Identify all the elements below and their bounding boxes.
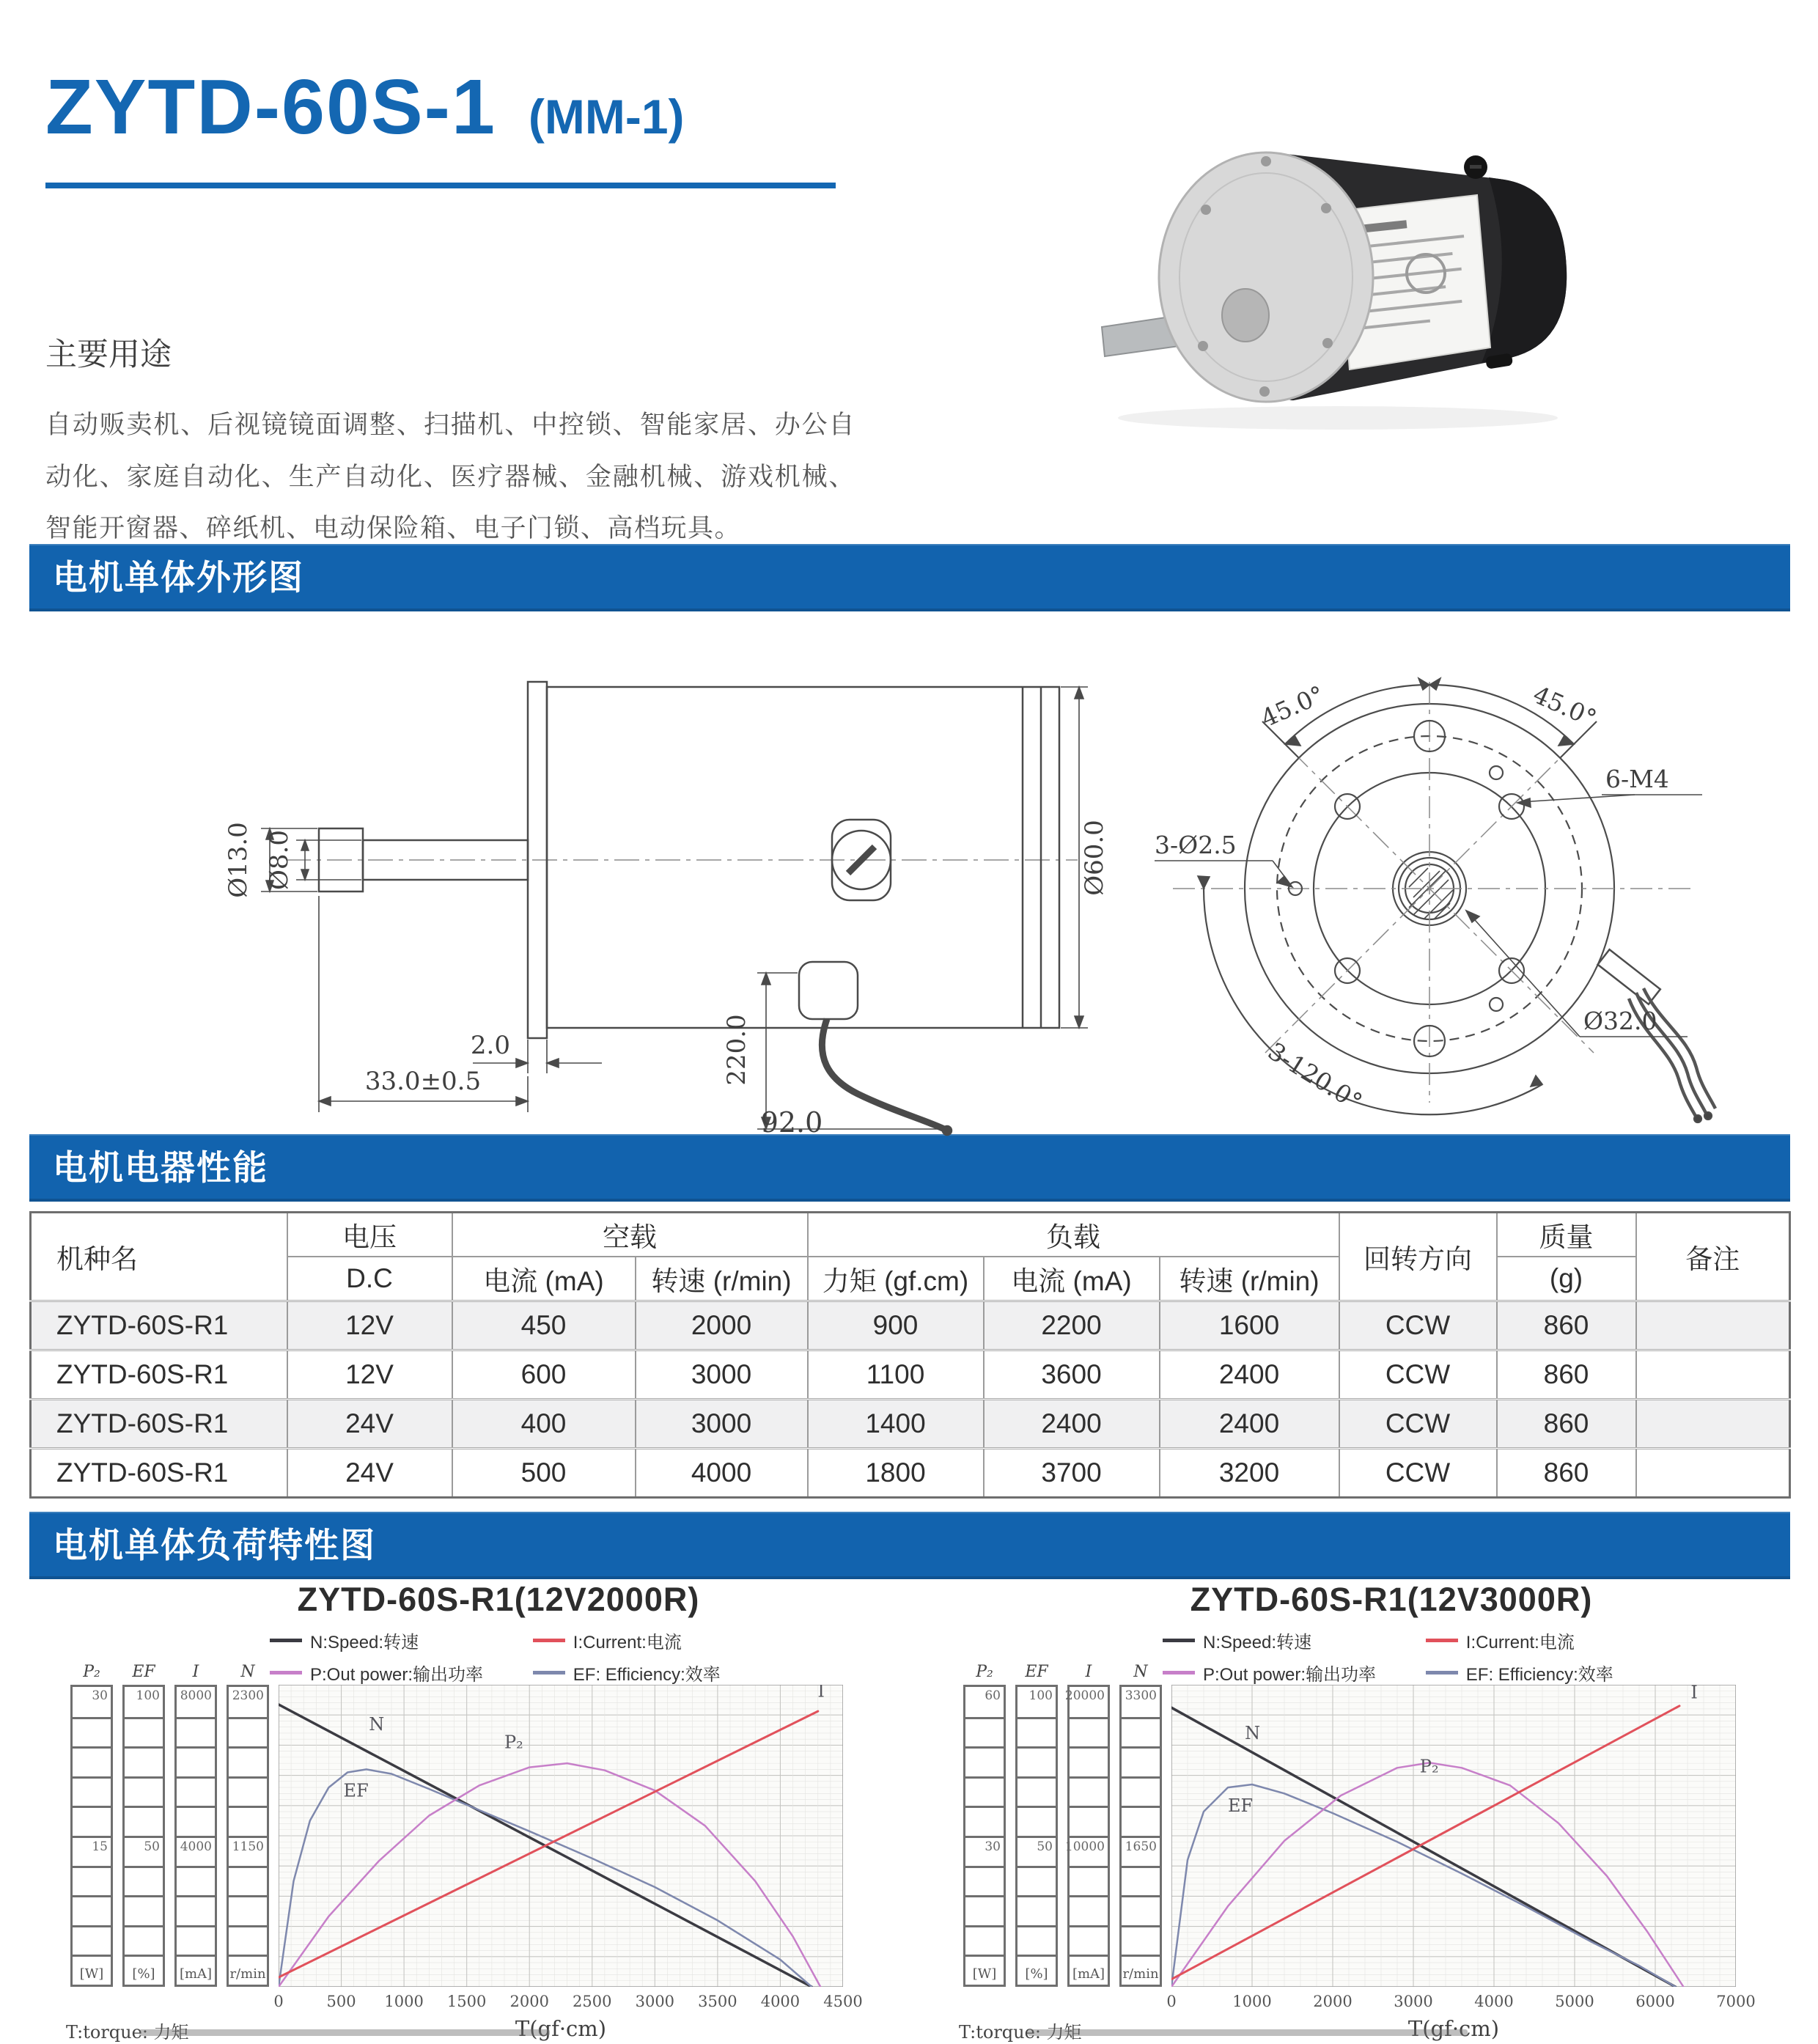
legend-swatch-icon [270, 1639, 302, 1642]
col-header-noload: 空载 [452, 1213, 808, 1257]
scale-cell [1070, 1717, 1108, 1747]
table-cell: 1600 [1160, 1301, 1339, 1350]
scale-body [1015, 1685, 1058, 1987]
scale-cell [125, 1895, 163, 1925]
scale-tick-value: 4000 [180, 1839, 212, 1854]
legend-swatch-icon [1163, 1639, 1195, 1642]
table-row [31, 1400, 1790, 1449]
page-title [45, 63, 685, 152]
scale-body [70, 1685, 113, 1987]
col-header-remark: 备注 [1636, 1213, 1790, 1301]
col-header-load-torque: 力矩 (gf.cm) [808, 1257, 984, 1301]
front-view-drawing [1122, 632, 1752, 1138]
legend-swatch-icon [1426, 1671, 1458, 1674]
table-cell: 24V [287, 1449, 452, 1498]
scale-cell [1070, 1776, 1108, 1806]
x-tick-label: 1500 [446, 1993, 487, 2010]
scale-cell [1070, 1806, 1108, 1836]
scale-cell [177, 1925, 215, 1955]
table-cell: ZYTD-60S-R1 [31, 1400, 287, 1449]
chart-legend [270, 1628, 842, 1685]
section-banner-loadchart: 电机单体负荷特性图 [29, 1512, 1790, 1579]
legend-label: N:Speed:转速 [1203, 1633, 1312, 1653]
scale-cell [1122, 1836, 1160, 1866]
legend-label: P:Out power:输出功率 [1203, 1665, 1377, 1685]
scale-cell [1070, 1866, 1108, 1896]
col-header-voltage: 电压 [287, 1213, 452, 1257]
legend-swatch-icon [1163, 1671, 1195, 1674]
scale-cell [73, 1776, 111, 1806]
scale-cell [229, 1836, 267, 1866]
scale-cell [125, 1746, 163, 1776]
x-tick-label: 4000 [1474, 1993, 1514, 2010]
table-cell: 3200 [1160, 1449, 1339, 1498]
col-header-noload-speed: 转速 (r/min) [636, 1257, 808, 1301]
scale-tick-value: 60 [985, 1688, 1001, 1703]
scale-cell [1064, 1836, 1108, 1866]
table-cell: 24V [287, 1400, 452, 1449]
scale-axis-name: I [192, 1663, 199, 1681]
table-cell: 500 [452, 1449, 636, 1498]
table-cell: 3000 [636, 1350, 808, 1400]
table-cell: 12V [287, 1301, 452, 1350]
side-view-drawing [103, 639, 1114, 1145]
table-cell: 2200 [984, 1301, 1160, 1350]
scale-body [963, 1685, 1006, 1987]
x-tick-label: 3500 [698, 1993, 737, 2010]
col-header-model: 机种名 [31, 1213, 287, 1301]
scale-axis-name: N [240, 1663, 255, 1681]
scale-cell [965, 1746, 1004, 1776]
dim-m4: 6-M4 [1605, 765, 1669, 793]
chart-xticks [273, 1993, 863, 2012]
scale-axis-name: EF [1025, 1663, 1048, 1681]
scale-cell [177, 1687, 215, 1717]
scale-tick-value: 50 [144, 1839, 160, 1854]
table-cell: CCW [1339, 1400, 1497, 1449]
table-cell: CCW [1339, 1350, 1497, 1400]
col-header-direction: 回转方向 [1339, 1213, 1497, 1301]
x-tick-label: 1000 [384, 1993, 424, 2010]
legend-item [533, 1660, 842, 1685]
scale-cell [125, 1687, 163, 1717]
scale-cell [73, 1895, 111, 1925]
dim-dia25: 3-Ø2.5 [1155, 831, 1237, 859]
scale-cell [1017, 1746, 1056, 1776]
scale-cell [1122, 1717, 1160, 1747]
scale-column-I [1064, 1663, 1110, 1987]
lead-wire [822, 1019, 944, 1129]
scale-tick-value: 20000 [1064, 1688, 1105, 1703]
scale-cell [1064, 1687, 1108, 1717]
scale-cell [177, 1806, 215, 1836]
col-header-load: 负载 [808, 1213, 1339, 1257]
spec-table [29, 1211, 1791, 1499]
scale-cell [965, 1925, 1004, 1955]
table-cell: 860 [1497, 1449, 1636, 1498]
scale-cell [1017, 1687, 1056, 1717]
table-cell: ZYTD-60S-R1 [31, 1350, 287, 1400]
table-cell: CCW [1339, 1449, 1497, 1498]
dim-len33: 33.0±0.5 [364, 1067, 482, 1096]
table-cell: 2400 [984, 1400, 1160, 1449]
table-cell: 2400 [1160, 1350, 1339, 1400]
table-cell: 3000 [636, 1400, 808, 1449]
legend-label: EF: Efficiency:效率 [573, 1665, 721, 1685]
curve-label-P: P₂ [1419, 1756, 1439, 1777]
load-chart-12v3000r [930, 1576, 1773, 2043]
chart-scale-tables [963, 1663, 1162, 1987]
model-variant: (MM-1) [528, 89, 685, 144]
x-tick-label: 2000 [1313, 1993, 1353, 2010]
scale-cell [1017, 1776, 1056, 1806]
scale-cell [1017, 1925, 1056, 1955]
scale-cell [177, 1776, 215, 1806]
x-tick-label: 2000 [509, 1993, 549, 2010]
load-chart-12v2000r [37, 1576, 880, 2043]
scale-cell [229, 1866, 267, 1896]
dim-thk2: 2.0 [470, 1031, 510, 1060]
scale-unit: [W] [79, 1966, 104, 1982]
scale-cell [177, 1866, 215, 1896]
scale-cell [177, 1955, 215, 1985]
scale-cell [125, 1717, 163, 1747]
scale-cell [1017, 1955, 1056, 1985]
table-cell: 860 [1497, 1301, 1636, 1350]
x-tick-label: 7000 [1716, 1993, 1756, 2010]
scale-cell [177, 1717, 215, 1747]
table-cell [1636, 1400, 1790, 1449]
scale-tick-value: 100 [1028, 1688, 1053, 1703]
scale-column-P [70, 1663, 113, 1987]
table-cell: ZYTD-60S-R1 [31, 1449, 287, 1498]
model-name: ZYTD-60S-1 [45, 64, 496, 150]
scale-cell [73, 1836, 111, 1866]
scale-axis-name: EF [132, 1663, 155, 1681]
scale-cell [177, 1895, 215, 1925]
scale-cell [1017, 1895, 1056, 1925]
scale-unit: [mA] [179, 1966, 213, 1982]
table-cell: 860 [1497, 1400, 1636, 1449]
x-tick-label: 0 [1166, 1993, 1177, 2010]
motor-product-photo [1045, 123, 1631, 438]
col-header-dc: D.C [287, 1257, 452, 1301]
scale-unit: [W] [972, 1966, 997, 1982]
legend-item [533, 1628, 842, 1653]
chart-scale-tables [70, 1663, 269, 1987]
scale-cell [1017, 1717, 1056, 1747]
table-cell: 2400 [1160, 1400, 1339, 1449]
scale-cell [73, 1746, 111, 1776]
dim-angle45-left: 45.0° [1256, 680, 1329, 733]
legend-label: EF: Efficiency:效率 [1465, 1665, 1613, 1685]
table-cell: 1400 [808, 1400, 984, 1449]
dim-angle120: 3-120.0° [1263, 1036, 1368, 1117]
table-row [31, 1301, 1790, 1350]
chart-xticks [1166, 1993, 1756, 2012]
scale-axis-name: P₂ [83, 1663, 100, 1681]
x-tick-label: 4000 [760, 1993, 801, 2010]
chart-note: T:torque: 力矩 [959, 2022, 1082, 2043]
scale-cell [965, 1717, 1004, 1747]
table-cell: 1800 [808, 1449, 984, 1498]
scale-cell [177, 1836, 215, 1866]
legend-item [270, 1660, 533, 1685]
legend-item [270, 1628, 533, 1653]
scale-tick-value: 1150 [232, 1839, 264, 1854]
chart-xlabel: T(gf·cm) [1407, 2016, 1500, 2041]
scale-cell [1122, 1746, 1160, 1776]
scale-cell [1122, 1806, 1160, 1836]
curve-label-I: I [1690, 1685, 1698, 1703]
dim-dia13: Ø13.0 [224, 822, 253, 898]
x-tick-label: 3000 [635, 1993, 675, 2010]
table-row [31, 1350, 1790, 1400]
x-tick-label: 2500 [573, 1993, 612, 2010]
table-cell: 3600 [984, 1350, 1160, 1400]
scale-cell [1070, 1925, 1108, 1955]
scale-cell [125, 1955, 163, 1985]
scale-body [174, 1685, 217, 1987]
legend-item [1426, 1628, 1734, 1653]
scale-column-P [963, 1663, 1006, 1987]
scale-cell [1122, 1776, 1160, 1806]
scale-cell [177, 1746, 215, 1776]
scale-cell [965, 1866, 1004, 1896]
scale-column-N [227, 1663, 269, 1987]
scale-cell [965, 1895, 1004, 1925]
scale-tick-value: 8000 [180, 1688, 212, 1703]
chart-title: ZYTD-60S-R1(12V3000R) [1190, 1581, 1593, 1618]
scale-cell [73, 1866, 111, 1896]
legend-swatch-icon [533, 1639, 565, 1642]
scale-cell [965, 1687, 1004, 1717]
x-tick-label: 0 [273, 1993, 284, 2010]
scale-cell [965, 1836, 1004, 1866]
scale-tick-value: 1650 [1125, 1839, 1157, 1854]
legend-swatch-icon [270, 1671, 302, 1674]
table-cell [1636, 1449, 1790, 1498]
scale-cell [125, 1806, 163, 1836]
x-tick-label: 4500 [823, 1993, 863, 2010]
dim-wire220: 220.0 [722, 1014, 751, 1086]
scale-cell [1070, 1746, 1108, 1776]
legend-label: P:Out power:输出功率 [310, 1665, 484, 1685]
scale-tick-value: 50 [1037, 1839, 1053, 1854]
table-cell: CCW [1339, 1301, 1497, 1350]
legend-item [1426, 1660, 1734, 1685]
table-cell: 600 [452, 1350, 636, 1400]
scale-cell [1122, 1925, 1160, 1955]
scale-cell [1122, 1955, 1160, 1985]
curve-label-EF: EF [343, 1780, 369, 1801]
wire-grommet [799, 962, 858, 1019]
scale-body [1064, 1685, 1110, 1987]
table-cell: 450 [452, 1301, 636, 1350]
usage-heading: 主要用途 [45, 337, 172, 372]
scale-cell [1122, 1687, 1160, 1717]
legend-item [1163, 1628, 1426, 1653]
scale-cell [229, 1776, 267, 1806]
chart-plot [279, 1685, 843, 1987]
chart-title: ZYTD-60S-R1(12V2000R) [297, 1581, 700, 1618]
x-tick-label: 3000 [1394, 1993, 1433, 2010]
motor-face-plate [1159, 152, 1373, 402]
table-cell: 12V [287, 1350, 452, 1400]
curve-label-I: I [817, 1685, 825, 1702]
legend-label: I:Current:电流 [1465, 1633, 1575, 1653]
table-cell [1636, 1301, 1790, 1350]
dim-dia32: Ø32.0 [1583, 1007, 1657, 1035]
curve-label-P: P₂ [504, 1732, 523, 1753]
wire-connector [1598, 949, 1660, 1004]
table-cell: ZYTD-60S-R1 [31, 1301, 287, 1350]
scale-cell [125, 1836, 163, 1866]
scale-column-I [174, 1663, 217, 1987]
scale-body [122, 1685, 165, 1987]
table-cell: 2000 [636, 1301, 808, 1350]
table-cell: 860 [1497, 1350, 1636, 1400]
scale-unit: r/min [1122, 1966, 1159, 1982]
chart-note: T:torque: 力矩 [66, 2022, 189, 2043]
dim-dia60: Ø60.0 [1080, 820, 1109, 896]
x-tick-label: 5000 [1555, 1993, 1594, 2010]
legend-item [1163, 1660, 1426, 1685]
scale-cell [125, 1925, 163, 1955]
scale-column-EF [1015, 1663, 1058, 1987]
scale-cell [73, 1925, 111, 1955]
scale-cell [229, 1687, 267, 1717]
scale-axis-name: P₂ [976, 1663, 993, 1681]
section-banner-outline: 电机单体外形图 [29, 544, 1790, 611]
scale-tick-value: 3300 [1125, 1688, 1157, 1703]
scale-cell [229, 1717, 267, 1747]
curve-label-EF: EF [1228, 1795, 1254, 1817]
scale-cell [1070, 1955, 1108, 1985]
scale-body [1119, 1685, 1162, 1987]
scale-axis-name: N [1133, 1663, 1148, 1681]
scale-unit: [%] [132, 1966, 155, 1982]
scale-cell [229, 1955, 267, 1985]
scale-unit: [mA] [1072, 1966, 1105, 1982]
curve-label-N: N [1245, 1723, 1261, 1744]
scale-cell [125, 1776, 163, 1806]
scale-unit: [%] [1025, 1966, 1048, 1982]
scale-cell [965, 1806, 1004, 1836]
x-tick-label: 500 [326, 1993, 356, 2010]
dim-dia8: Ø8.0 [265, 830, 294, 890]
title-underline [45, 183, 836, 188]
scale-cell [1122, 1866, 1160, 1896]
scale-cell [73, 1687, 111, 1717]
cutoff-text-artifact [139, 2029, 550, 2036]
scale-body [227, 1685, 269, 1987]
scale-cell [1070, 1895, 1108, 1925]
scale-tick-value: 30 [92, 1688, 108, 1703]
scale-cell [229, 1895, 267, 1925]
section-banner-performance: 电机电器性能 [29, 1134, 1790, 1202]
spec-table-body [31, 1301, 1790, 1498]
scale-tick-value: 15 [92, 1839, 108, 1854]
dim-len92: 92.0 [760, 1106, 823, 1139]
scale-tick-value: 100 [136, 1688, 160, 1703]
motor-body-outline [547, 687, 1059, 1028]
table-row [31, 1449, 1790, 1498]
dim-angle45-right: 45.0° [1528, 680, 1601, 733]
legend-swatch-icon [533, 1671, 565, 1674]
scale-cell [73, 1806, 111, 1836]
table-cell [1636, 1350, 1790, 1400]
table-cell: 1100 [808, 1350, 984, 1400]
col-header-load-current: 电流 (mA) [984, 1257, 1160, 1301]
scale-cell [73, 1955, 111, 1985]
table-cell: 900 [808, 1301, 984, 1350]
table-cell: 4000 [636, 1449, 808, 1498]
table-cell: 3700 [984, 1449, 1160, 1498]
scale-tick-value: 30 [985, 1839, 1001, 1854]
chart-legend [1163, 1628, 1734, 1685]
scale-column-N [1119, 1663, 1162, 1987]
chart-xlabel: T(gf·cm) [515, 2016, 607, 2041]
scale-cell [965, 1955, 1004, 1985]
scale-tick-value: 10000 [1064, 1839, 1105, 1854]
scale-cell [1017, 1806, 1056, 1836]
col-header-noload-current: 电流 (mA) [452, 1257, 636, 1301]
scale-cell [229, 1925, 267, 1955]
scale-cell [229, 1806, 267, 1836]
legend-swatch-icon [1426, 1639, 1458, 1642]
curve-label-N: N [369, 1713, 385, 1735]
scale-unit: r/min [229, 1966, 266, 1982]
scale-cell [125, 1866, 163, 1896]
scale-cell [1122, 1895, 1160, 1925]
table-cell: 400 [452, 1400, 636, 1449]
col-header-load-speed: 转速 (r/min) [1160, 1257, 1339, 1301]
scale-column-EF [122, 1663, 165, 1987]
scale-cell [965, 1776, 1004, 1806]
legend-label: N:Speed:转速 [310, 1633, 419, 1653]
usage-body: 自动贩卖机、后视镜镜面调整、扫描机、中控锁、智能家居、办公自动化、家庭自动化、生产自动化、医疗器械、金融机械、游戏机械、智能开窗器、碎纸机、电动保险箱、电子门锁、高档玩具。 [45, 411, 855, 543]
scale-cell [73, 1717, 111, 1747]
legend-label: I:Current:电流 [573, 1633, 682, 1653]
cutoff-text-artifact [1028, 2029, 1468, 2036]
x-tick-label: 1000 [1232, 1993, 1272, 2010]
scale-axis-name: I [1085, 1663, 1092, 1681]
x-tick-label: 6000 [1635, 1993, 1675, 2010]
scale-tick-value: 2300 [232, 1688, 264, 1703]
scale-cell [1017, 1836, 1056, 1866]
chart-plot [1171, 1685, 1736, 1987]
scale-cell [229, 1746, 267, 1776]
col-header-weight-unit: (g) [1497, 1257, 1636, 1301]
scale-cell [1017, 1866, 1056, 1896]
col-header-weight: 质量 [1497, 1213, 1636, 1257]
